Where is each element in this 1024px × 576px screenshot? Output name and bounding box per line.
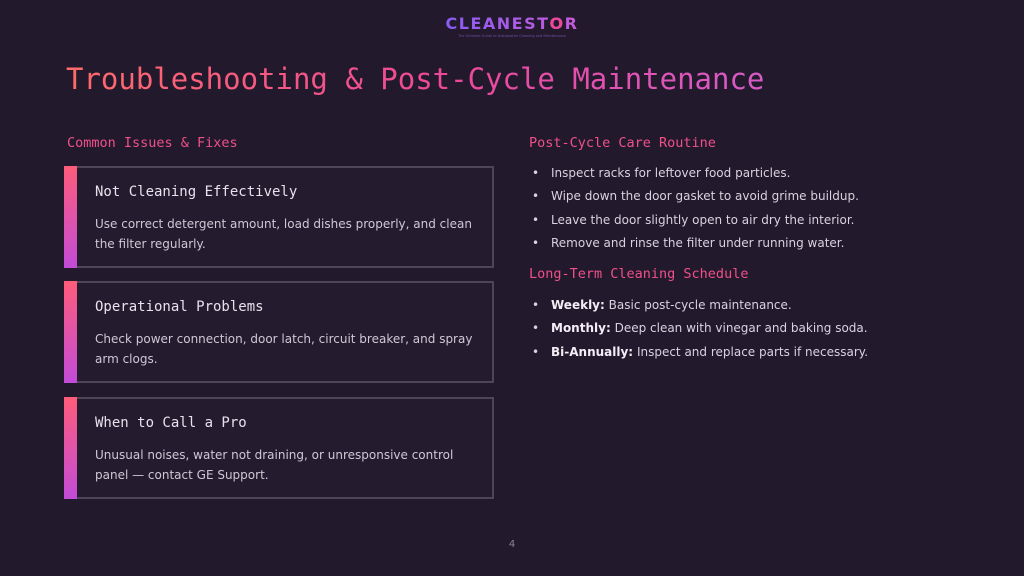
bullet-icon: •	[532, 166, 540, 180]
card-body: Use correct detergent amount, load dishes properly, and clean the filter regularly.	[95, 217, 472, 251]
list-item: • Remove and rinse the filter under running water.	[532, 235, 845, 250]
card-title: Operational Problems	[95, 299, 264, 315]
card-accent-bar	[64, 397, 77, 499]
card-accent-bar	[64, 281, 77, 383]
issue-card-call-pro	[64, 397, 494, 499]
slide-title: Troubleshooting & Post-Cycle Maintenance	[66, 62, 765, 96]
brand-wordmark: CLEANESTOR	[445, 14, 579, 33]
bullet-icon: •	[532, 189, 540, 204]
bullet-icon: •	[532, 321, 540, 336]
list-item: • Monthly: Deep clean with vinegar and baking soda.	[532, 321, 868, 336]
list-item: • Weekly: Basic post-cycle maintenance.	[532, 298, 792, 312]
issue-card-operational	[64, 281, 494, 383]
logo-star-icon: O	[549, 14, 565, 33]
card-title: Not Cleaning Effectively	[95, 184, 298, 200]
issue-card-not-cleaning	[64, 166, 494, 268]
care-routine-list	[530, 165, 990, 258]
list-item: • Bi-Annually: Inspect and replace parts if necessary.	[532, 344, 869, 359]
schedule-heading: Long-Term Cleaning Schedule	[529, 266, 749, 282]
brand-logo	[0, 14, 1024, 38]
bullet-icon: •	[532, 298, 540, 312]
page-number: 4	[508, 539, 516, 550]
bullet-icon: •	[532, 235, 540, 250]
list-item: • Inspect racks for leftover food particles.	[532, 166, 791, 180]
bullet-icon: •	[532, 344, 540, 359]
card-body: Check power connection, door latch, circuit breaker, and spray arm clogs.	[95, 332, 473, 366]
common-issues-heading: Common Issues & Fixes	[67, 135, 238, 151]
care-routine-heading: Post-Cycle Care Routine	[529, 135, 716, 151]
schedule-list	[530, 297, 990, 367]
list-item: • Wipe down the door gasket to avoid grime buildup.	[532, 189, 859, 204]
list-item: • Leave the door slightly open to air dry the interior.	[532, 212, 855, 227]
card-title: When to Call a Pro	[95, 415, 247, 431]
bullet-icon: •	[532, 212, 540, 227]
card-accent-bar	[64, 166, 77, 268]
card-body: Unusual noises, water not draining, or unresponsive control panel — contact GE Support.	[95, 448, 454, 482]
brand-tagline: The Ultimate Guide to Dishwasher Cleaning and Maintenance	[458, 34, 566, 38]
